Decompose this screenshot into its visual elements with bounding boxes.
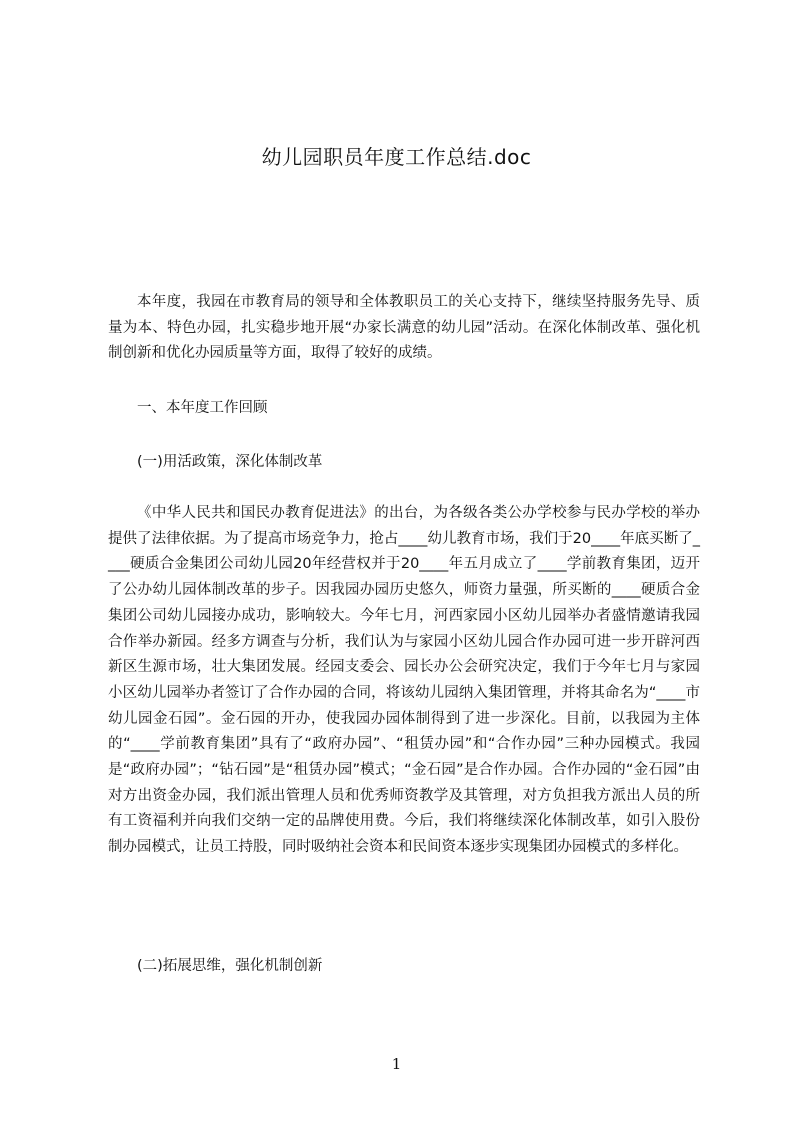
subsection-heading-1: (一)用活政策，深化体制改革 (137, 454, 323, 470)
subsection-heading-2: (二)拓展思维，强化机制创新 (137, 958, 323, 974)
subsection-1-paragraph: 《中华人民共和国民办教育促进法》的出台，为各级各类公办学校参与民办学校的举办提供了法律依据。为了提高市场竞争力，抢占____幼儿教育市场，我们于20____年底买断了____硬质合金集团公司幼儿园20年经营权并于20____年五月成立了____学前教育集团，迈开了公办幼儿园体制改革的步子。因我园办园历史悠久，师资力量强，所买断的____硬质合金集团公司幼儿园接办成功，影响较大。今年七月，河西家园小区幼儿园举办者盛情邀请我园合作举办新园。经多方调查与分析，我们认为与家园小区幼儿园合作办园可进一步开辟河西新区生源市场，壮大集团发展。经园支委会、园长办公会研究决定，我们于今年七月与家园小区幼儿园举办者签订了合作办园的合同，将该幼儿园纳入集团管理，并将其命名为“____市幼儿园金石园”。金石园的开办，使我园办园体制得到了进一步深化。目前，以我园为主体的“____学前教育集团”具有了“政府办园”、“租赁办园”和“合作办园”三种办园模式。我园是“政府办园”；“钻石园”是“租赁办园”模式；“金石园”是合作办园。合作办园的“金石园”由对方出资金办园，我们派出管理人员和优秀师资教学及其管理，对方负担我方派出人员的所有工资福利并向我们交纳一定的品牌使用费。今后，我们将继续深化体制改革，如引入股份制办园模式，让员工持股，同时吸纳社会资本和民间资本逐步实现集团办园模式的多样化。 (108, 505, 700, 856)
page-number: 1 (391, 1055, 402, 1073)
intro-paragraph: 本年度，我园在市教育局的领导和全体教职员工的关心支持下，继续坚持服务先导、质量为本、特色办园，扎实稳步地开展“办家长满意的幼儿园”活动。在深化体制改革、强化机制创新和优化办园质量等方面，取得了较好的成绩。 (108, 294, 700, 362)
document-title: 幼儿园职员年度工作总结.doc (261, 145, 532, 169)
section-heading: 一、本年度工作回顾 (137, 400, 268, 416)
